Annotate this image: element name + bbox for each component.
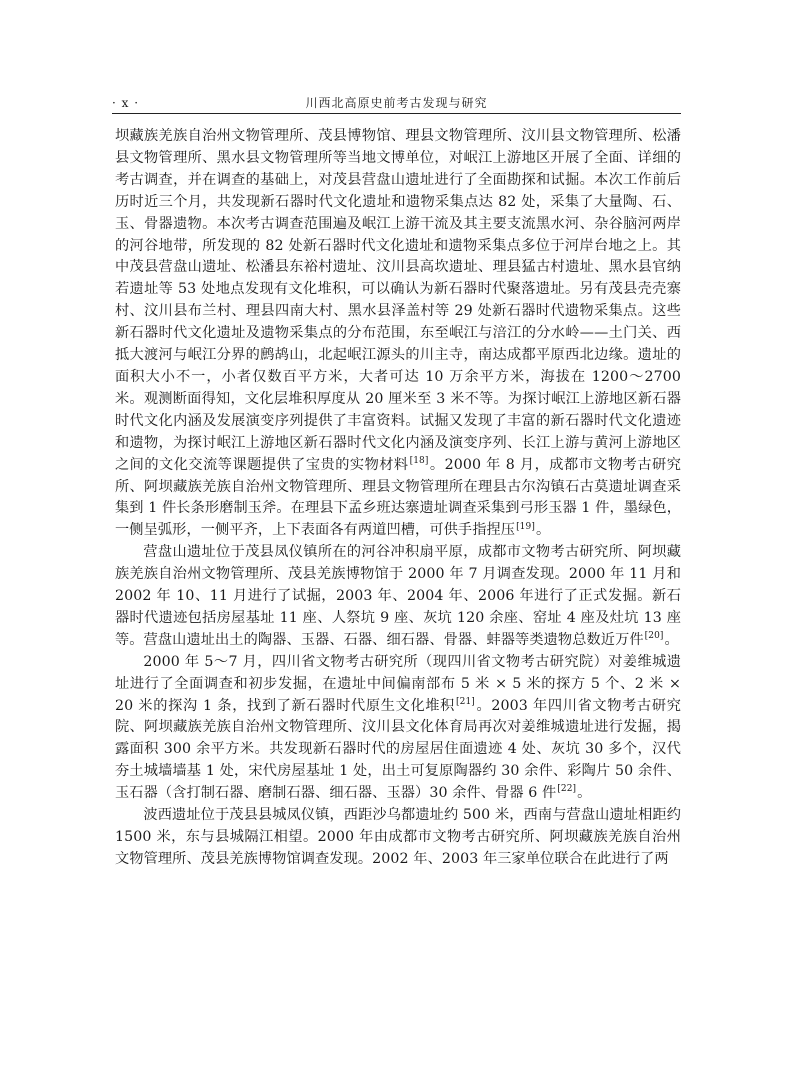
paragraph: [115, 126, 681, 542]
text-run: 2000 年 5～7 月，四川省文物考古研究所（现四川省文物考古研究院）对姜维城遗址进行了全面调查和初步发掘，在遗址中间偏南部布 5 米 × 5 米的探方 5 个、2 米 × 20 米的探沟 1 条，找到了新石器时代原生文化堆积: [115, 653, 681, 714]
citation-ref: [21]: [456, 696, 475, 707]
citation-ref: [19]: [516, 521, 535, 532]
citation-ref: [22]: [557, 784, 577, 795]
paragraph: [115, 542, 681, 652]
running-title: 川西北高原史前考古发现与研究: [305, 96, 488, 110]
text-run: 。: [535, 522, 551, 539]
running-header: [112, 96, 681, 114]
text-run: 。2000 年 8 月，成都市文物考古研究所、阿坝藏族羌族自治州文物管理所、理县文物管理所在理县古尔沟镇石古莫遗址调查采集到 1 件长条形磨制玉斧。在理县下孟乡班达寨遗址调查采集到弓形玉器 1 件，墨绿色，一侧呈弧形，一侧平齐，上下表面各有两道凹槽，可供手指捏压: [115, 456, 681, 539]
paragraph: [115, 805, 681, 871]
text-run: 坝藏族羌族自治州文物管理所、茂县博物馆、理县文物管理所、汶川县文物管理所、松潘县文物管理所、黑水县文物管理所等当地文博单位，对岷江上游地区开展了全面、详细的考古调查，并在调查的基础上，对茂县营盘山遗址进行了全面勘探和试掘。本次工作前后历时近三个月，共发现新石器时代文化遗址和遗物采集点达 82 处，采集了大量陶、石、玉、骨器遗物。本次考古调查范围遍及岷江上游干流及其主要支流黑水河、杂谷脑河两岸的河谷地带，所发现的 82 处新石器时代文化遗址和遗物采集点多位于河岸台地之上。其中茂县营盘山遗址、松潘县东裕村遗址、汶川县高坎遗址、理县猛古村遗址、黑水县官纳若遗址等 53 处地点发现有文化堆积，可以确认为新石器时代聚落遗址。另有茂县壳壳寨村、汶川县布兰村、理县四南大村、黑水县泽盖村等 29 处新石器时代遗物采集点。这些新石器时代文化遗址及遗物采集点的分布范围，东至岷江与涪江的分水岭——土门关、西抵大渡河与岷江分界的鹧鸪山，北起岷江源头的川主寺，南达成都平原西北边缘。遗址的面积大小不一，小者仅数百平方米，大者可达 10 万余平方米，海拔在 1200～2700 米。观测断面得知，文化层堆积厚度从 20 厘米至 3 米不等。为探讨岷江上游地区新石器时代文化内涵及发展演变序列提供了丰富资料。试掘又发现了丰富的新石器时代文化遗迹和遗物，为探讨岷江上游地区新石器时代文化内涵及演变序列、长江上游与黄河上游地区之间的文化交流等课题提供了宝贵的实物材料: [115, 128, 681, 473]
text-run: 。2003 年四川省文物考古研究院、阿坝藏族羌族自治州文物管理所、汶川县文化体育局再次对姜维城遗址进行发掘，揭露面积 300 余平方米。共发现新石器时代的房屋居住面遗迹 4 处、灰坑 30 多个，汉代夯土城墙墙基 1 处，宋代房屋基址 1 处，出土可复原陶器约 30 余件、彩陶片 50 余件、玉石器（含打制石器、磨制石器、细石器、玉器）30 余件、骨器 6 件: [115, 697, 681, 802]
page-number: · x ·: [112, 96, 140, 110]
text-run: 。: [664, 631, 679, 648]
citation-ref: [18]: [409, 455, 429, 466]
paragraph: [115, 652, 681, 805]
text-run: 。: [577, 785, 592, 802]
body-text: [115, 126, 681, 871]
text-run: 波西遗址位于茂县县城凤仪镇，西距沙乌都遗址约 500 米，西南与营盘山遗址相距约 1500 米，东与县城隔江相望。2000 年由成都市文物考古研究所、阿坝藏族羌族自治州文物管理所、茂县羌族博物馆调查发现。2002 年、2003 年三家单位联合在此进行了两: [115, 807, 681, 867]
text-run: 营盘山遗址位于茂县凤仪镇所在的河谷冲积扇平原，成都市文物考古研究所、阿坝藏族羌族自治州文物管理所、茂县羌族博物馆于 2000 年 7 月调查发现。2000 年 11 月和 2002 年 10、11 月进行了试掘，2003 年、2004 年、2006 年进行了正式发掘。新石器时代遗迹包括房屋基址 11 座、人祭坑 9 座、灰坑 120 余座、窑址 4 座及灶坑 13 座等。营盘山遗址出土的陶器、玉器、石器、细石器、骨器、蚌器等类遗物总数近万件: [115, 544, 681, 648]
citation-ref: [20]: [644, 631, 664, 642]
